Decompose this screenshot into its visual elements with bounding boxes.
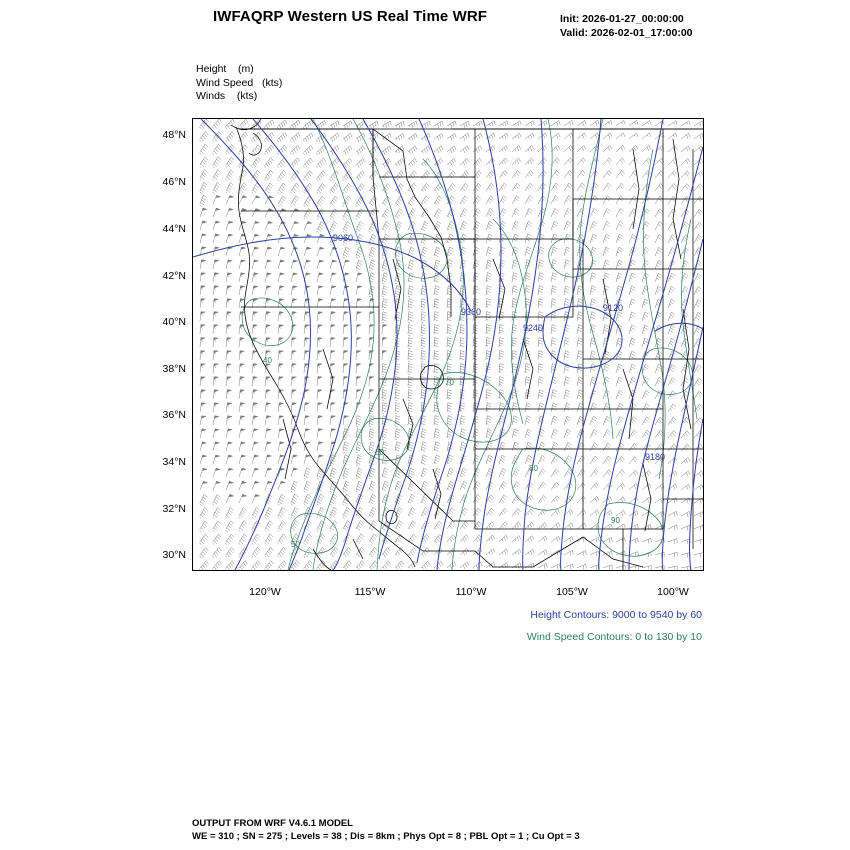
height-label-9180: 9180	[645, 452, 666, 462]
height-contour-note: Height Contours: 9000 to 9540 by 60	[530, 609, 702, 621]
height-label-9240: 9240	[523, 323, 544, 333]
wind-contour-labels	[263, 356, 620, 549]
x-tick-label-100W: 100°W	[657, 586, 689, 598]
model-output-footer	[192, 818, 580, 843]
x-tick-label-110W: 110°W	[455, 586, 487, 598]
legend-item-wind-speed: Wind Speed (kts)	[196, 76, 283, 89]
x-tick-label-120W: 120°W	[249, 586, 281, 598]
y-tick-label-36N: 36°N	[162, 409, 186, 421]
y-tick-label-46N: 46°N	[162, 176, 186, 188]
init-value: 2026-01-27_00:00:00	[582, 13, 684, 25]
wind-label-40: 40	[263, 356, 272, 365]
y-tick-label-48N: 48°N	[162, 129, 186, 141]
y-tick-label-42N: 42°N	[162, 270, 186, 282]
y-tick-label-34N: 34°N	[162, 456, 186, 468]
y-tick-label-30N: 30°N	[162, 549, 186, 561]
valid-value: 2026-02-01_17:00:00	[590, 27, 693, 39]
wind-label-60: 60	[375, 448, 384, 457]
map-svg	[193, 119, 703, 570]
wind-contour-note: Wind Speed Contours: 0 to 130 by 10	[526, 631, 702, 643]
x-tick-label-105W: 105°W	[556, 586, 588, 598]
wind-label-80: 80	[529, 464, 538, 473]
height-label-9060: 9060	[333, 233, 354, 243]
legend-item-winds: Winds (kts)	[196, 90, 258, 102]
wind-label-50: 50	[291, 540, 300, 549]
wind-label-70: 70	[445, 378, 454, 387]
init-label: Init:	[560, 13, 580, 25]
init-time-row	[560, 12, 693, 26]
footer-line-1: OUTPUT FROM WRF V4.6.1 MODEL	[192, 818, 353, 829]
height-label-9120: 9120	[603, 303, 624, 313]
valid-label: Valid:	[560, 27, 589, 39]
wind-barbs-layer	[199, 119, 703, 570]
run-time-block	[560, 12, 693, 40]
variable-legend	[196, 63, 282, 104]
page-title: IWFAQRP Western US Real Time WRF	[212, 8, 488, 25]
height-contours	[193, 119, 703, 570]
y-tick-label-38N: 38°N	[162, 363, 186, 375]
height-label-9360-a: 9360	[461, 307, 482, 317]
legend-item-height: Height (m)	[196, 63, 254, 75]
y-tick-label-44N: 44°N	[162, 223, 186, 235]
y-tick-label-40N: 40°N	[162, 316, 186, 328]
map-plot-area	[192, 118, 704, 571]
y-tick-label-32N: 32°N	[162, 503, 186, 515]
x-tick-label-115W: 115°W	[354, 586, 386, 598]
wind-label-90: 90	[611, 516, 620, 525]
footer-line-2: WE = 310 ; SN = 275 ; Levels = 38 ; Dis = 8km ; Phys Opt = 8 ; PBL Opt = 1 ; Cu Opt = 3	[192, 830, 580, 842]
valid-time-row	[560, 26, 693, 40]
